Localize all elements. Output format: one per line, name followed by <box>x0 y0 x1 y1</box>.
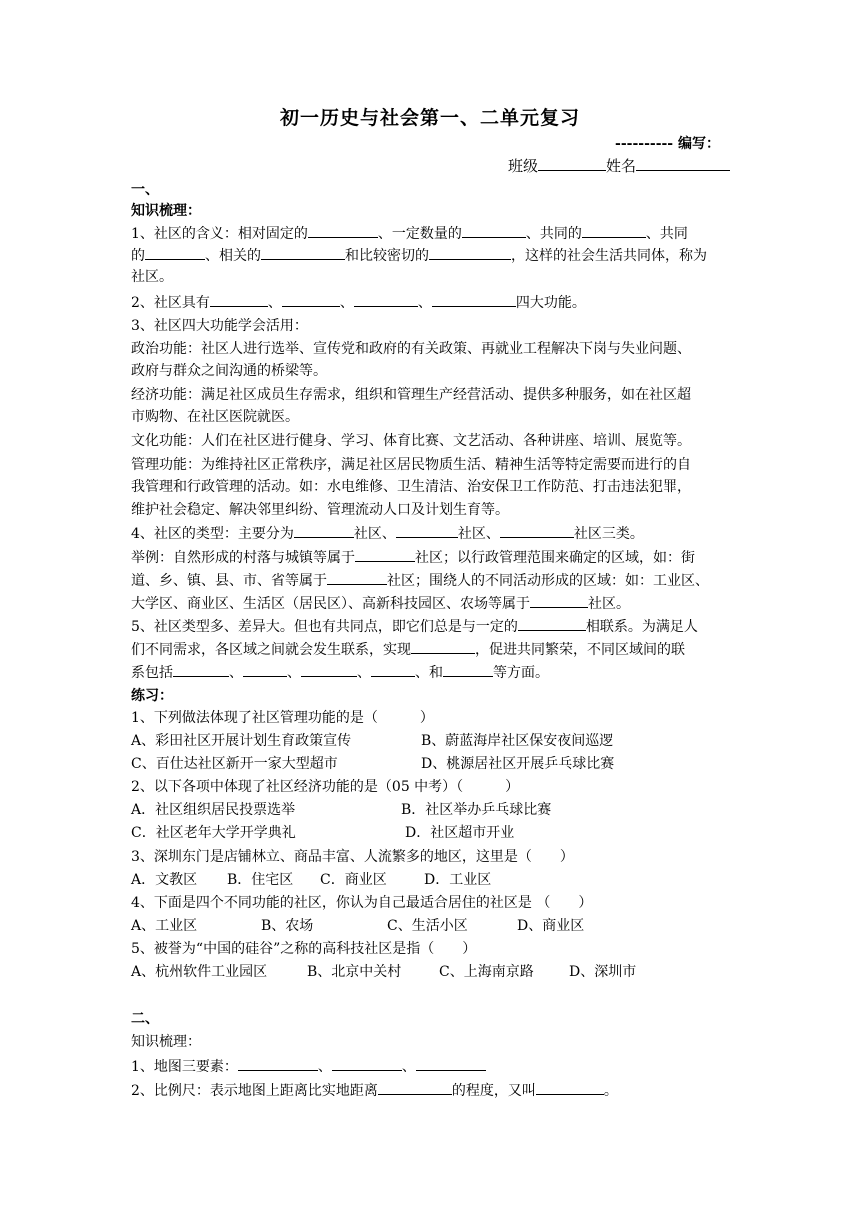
option-b[interactable]: B．住宅区 <box>227 872 294 888</box>
option-a[interactable]: A、工业区 <box>131 918 198 934</box>
option-a[interactable]: A．文教区 <box>131 872 198 888</box>
page-title: 初一历史与社会第一、二单元复习 <box>279 107 580 129</box>
option-d[interactable]: D．工业区 <box>424 872 492 888</box>
blank[interactable] <box>582 223 646 238</box>
q3-line: 3、社区四大功能学会活用： <box>131 318 308 334</box>
blank[interactable] <box>243 662 287 677</box>
exercise-3-stem: 3、深圳东门是店铺林立、商品丰富、人流繁多的地区，这里是（ ） <box>131 849 574 865</box>
option-a[interactable]: A、杭州软件工业园区 <box>131 964 268 980</box>
management-function-1: 管理功能：为维持社区正常秩序，满足社区居民物质生活、精神生活等特定需要而进行的自 <box>131 457 691 473</box>
option-a[interactable]: A、彩田社区开展计划生育政策宣传 <box>131 733 352 749</box>
blank[interactable] <box>429 245 511 260</box>
option-b[interactable]: B．社区举办乒乓球比赛 <box>401 802 552 818</box>
political-function-2: 政府与群众之间沟通的桥梁等。 <box>131 363 327 379</box>
blank[interactable] <box>173 662 229 677</box>
exercise-5-options <box>131 962 741 983</box>
class-label: 班级 <box>507 157 538 175</box>
exercise-4-options <box>131 916 741 937</box>
q1-line-2: 的 、相关的 和比较密切的 ，这样的社会生活共同体，称为 <box>131 245 741 267</box>
option-c[interactable]: C．商业区 <box>320 872 387 888</box>
option-d[interactable]: D、深圳市 <box>569 964 637 980</box>
option-c[interactable]: C、百仕达社区新开一家大型超市 <box>131 756 338 772</box>
blank[interactable] <box>354 292 418 307</box>
s2-q2-line: 2、比例尺：表示地图上距离比实地距离 的程度，又叫 。 <box>131 1080 741 1102</box>
economic-function-2: 市购物、在社区医院就医。 <box>131 409 299 425</box>
exercise-2-options-ab <box>131 800 741 821</box>
class-blank[interactable] <box>538 156 606 171</box>
exercise-4-stem: 4、下面是四个不同功能的社区，你认为自己最适合居住的社区是 （ ） <box>131 895 593 911</box>
management-function-3: 维护社会稳定、解决邻里纠纷、管理流动人口及计划生育等。 <box>131 502 509 518</box>
option-d[interactable]: D．社区超市开业 <box>405 825 515 841</box>
example-line-1: 举例：自然形成的村落与城镇等属于 社区；以行政管理范围来确定的区域，如：街 <box>131 547 741 569</box>
option-c[interactable]: C．社区老年大学开学典礼 <box>131 825 296 841</box>
blank[interactable] <box>210 292 268 307</box>
blank[interactable] <box>432 292 516 307</box>
exercise-3-options <box>131 870 741 891</box>
option-b[interactable]: B、农场 <box>261 918 314 934</box>
example-line-3: 大学区、商业区、生活区（居民区）、高新科技园区、农场等属于 社区。 <box>131 593 741 615</box>
exercise-2-options-cd <box>131 823 741 844</box>
q1-line-1: 1、社区的含义：相对固定的 、一定数量的 、共同的 、共同 <box>131 223 741 245</box>
section-2-heading: 二、 <box>131 1011 159 1027</box>
option-c[interactable]: C、生活小区 <box>387 918 468 934</box>
exercise-1-stem: 1、下列做法体现了社区管理功能的是（ ） <box>131 710 434 726</box>
class-name-line <box>508 155 730 176</box>
blank[interactable] <box>327 570 387 585</box>
blank[interactable] <box>536 1080 604 1095</box>
q5-line-3: 系包括 、 、 、 、和 等方面。 <box>131 662 741 684</box>
exercise-1-options-cd <box>131 754 741 775</box>
q2-line: 2、社区具有 、 、 、 四大功能。 <box>131 292 741 314</box>
exercise-5-stem: 5、被誉为“中国的硅谷”之称的高科技社区是指（ ） <box>131 941 477 957</box>
s2-q1-line: 1、地图三要素： 、 、 <box>131 1056 741 1078</box>
author-line: ---------- 编写： <box>615 136 720 152</box>
example-line-2: 道、乡、镇、县、市、省等属于 社区；围绕人的不同活动形成的区域：如：工业区、 <box>131 570 741 592</box>
blank[interactable] <box>371 662 415 677</box>
cultural-function: 文化功能：人们在社区进行健身、学习、体育比赛、文艺活动、各种讲座、培训、展览等。 <box>131 433 691 449</box>
option-d[interactable]: D、桃源居社区开展乒乓球比赛 <box>421 756 615 772</box>
blank[interactable] <box>530 593 588 608</box>
section-1-review-heading: 知识梳理： <box>131 203 201 219</box>
economic-function-1: 经济功能：满足社区成员生存需求，组织和管理生产经营活动、提供多种服务，如在社区超 <box>131 387 691 403</box>
option-b[interactable]: B、北京中关村 <box>307 964 402 980</box>
blank[interactable] <box>238 1056 318 1071</box>
section-2-review-heading: 知识梳理： <box>131 1034 201 1050</box>
exercise-1-options-ab <box>131 731 741 752</box>
blank[interactable] <box>355 547 415 562</box>
blank[interactable] <box>462 223 526 238</box>
blank[interactable] <box>411 639 475 654</box>
blank[interactable] <box>282 292 340 307</box>
option-b[interactable]: B、蔚蓝海岸社区保安夜间巡逻 <box>421 733 614 749</box>
blank[interactable] <box>308 223 378 238</box>
management-function-2: 我管理和行政管理的活动。如：水电维修、卫生清洁、治安保卫工作防范、打击违法犯罪， <box>131 479 691 495</box>
blank[interactable] <box>294 523 354 538</box>
option-a[interactable]: A．社区组织居民投票选举 <box>131 802 296 818</box>
option-c[interactable]: C、上海南京路 <box>439 964 534 980</box>
blank[interactable] <box>332 1056 402 1071</box>
q1-line-3: 社区。 <box>131 269 173 285</box>
blank[interactable] <box>261 245 345 260</box>
blank[interactable] <box>416 1056 486 1071</box>
blank[interactable] <box>500 523 574 538</box>
blank[interactable] <box>518 616 586 631</box>
blank[interactable] <box>443 662 493 677</box>
blank[interactable] <box>301 662 357 677</box>
option-d[interactable]: D、商业区 <box>517 918 585 934</box>
q4-line: 4、社区的类型：主要分为 社区、 社区、 社区三类。 <box>131 523 741 545</box>
q5-line-2: 们不同需求，各区域之间就会发生联系，实现 ，促进共同繁荣，不同区域间的联 <box>131 639 741 661</box>
q5-line-1: 5、社区类型多、差异大。但也有共同点，即它们总是与一定的 相联系。为满足人 <box>131 616 741 638</box>
blank[interactable] <box>396 523 458 538</box>
exercise-2-stem: 2、以下各项中体现了社区经济功能的是（05 中考）（ ） <box>131 779 520 795</box>
name-blank[interactable] <box>636 156 730 171</box>
political-function-1: 政治功能：社区人进行选举、宣传党和政府的有关政策、再就业工程解决下岗与失业问题、 <box>131 341 691 357</box>
name-label: 姓名 <box>605 157 636 175</box>
blank[interactable] <box>378 1080 452 1095</box>
practice-heading: 练习： <box>131 688 173 704</box>
section-1-heading: 一、 <box>131 182 159 198</box>
blank[interactable] <box>145 245 205 260</box>
